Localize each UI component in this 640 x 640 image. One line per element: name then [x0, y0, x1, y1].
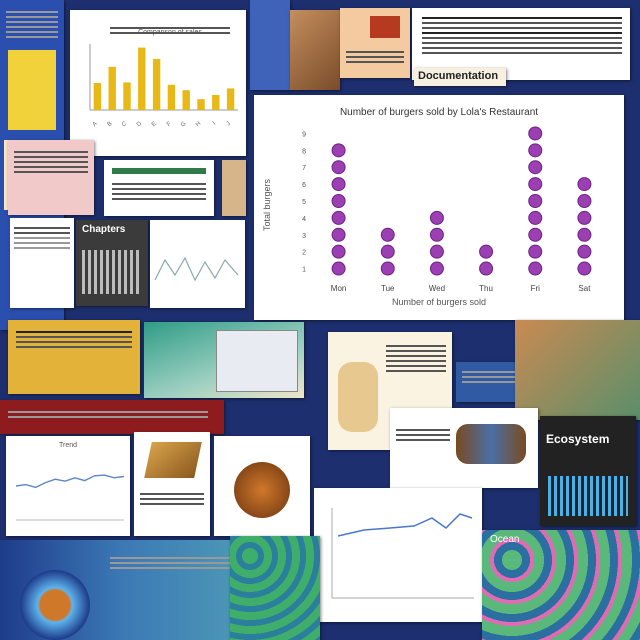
data-dot: [578, 211, 591, 224]
x-tick-label: A: [91, 120, 99, 129]
bar: [138, 48, 145, 110]
y-tick-label: 2: [302, 249, 306, 257]
data-dot: [529, 262, 542, 275]
chart-title: Trend: [58, 442, 78, 449]
green-heading-card: [104, 160, 214, 216]
dot-plot-card: [254, 95, 624, 320]
data-dot: [332, 195, 345, 208]
top-strip-panel: [250, 0, 290, 90]
x-tick-label: D: [135, 120, 144, 129]
y-tick-label: 6: [302, 182, 306, 190]
data-dot: [480, 262, 493, 275]
data-dot: [332, 245, 345, 258]
data-dot: [529, 195, 542, 208]
data-dot: [529, 178, 542, 191]
y-tick-label: 8: [302, 148, 306, 156]
trend-card: [314, 488, 482, 622]
line-chart-card: [6, 436, 130, 536]
panel-heading: Chapters: [82, 224, 126, 235]
data-dot: [430, 245, 443, 258]
dark-panel-heading: Ecosystem: [546, 432, 610, 446]
x-tick-label: J: [225, 120, 232, 128]
x-tick-label: F: [166, 120, 173, 128]
data-dot: [381, 262, 394, 275]
data-dot: [381, 245, 394, 258]
bar-chart-card: [70, 10, 246, 156]
pinecone-card: [214, 436, 310, 536]
y-tick-label: 4: [302, 215, 306, 223]
poster-heading: Documentation: [418, 70, 499, 82]
x-axis-label: Number of burgers sold: [391, 297, 487, 307]
data-dot: [381, 228, 394, 241]
bar: [227, 88, 234, 110]
roll-card: [390, 408, 538, 488]
y-axis-label: Total burgers: [262, 178, 272, 232]
bottom-right-mosaic: [482, 530, 640, 640]
y-tick-label: 5: [302, 199, 306, 206]
data-dot: [332, 178, 345, 191]
chart-title: Number of burgers sold by Lola's Restaurant: [339, 107, 539, 118]
data-dot: [578, 228, 591, 241]
text-card-top: [340, 8, 410, 78]
red-banner: [0, 400, 224, 434]
x-tick-label: H: [195, 120, 203, 129]
bar: [109, 67, 116, 110]
data-dot: [332, 144, 345, 157]
data-dot: [332, 161, 345, 174]
data-dot: [529, 211, 542, 224]
bottom-tiles: [230, 536, 320, 640]
x-tick-label: B: [106, 120, 114, 129]
y-tick-label: 7: [302, 165, 306, 173]
data-dot: [578, 178, 591, 191]
x-tick-label: Mon: [330, 284, 347, 293]
x-tick-label: Fri: [530, 284, 540, 293]
series-line: [16, 475, 124, 487]
yellow-note: [8, 50, 56, 130]
data-dot: [430, 211, 443, 224]
y-tick-label: 3: [302, 232, 306, 240]
x-tick-label: I: [211, 120, 218, 127]
x-tick-label: Tue: [381, 284, 395, 293]
block-illustration-card: [134, 432, 210, 536]
data-dot: [430, 262, 443, 275]
small-tile: [222, 160, 246, 216]
poster-heading-card: [414, 68, 506, 86]
wood-tile: [515, 320, 640, 420]
bar: [212, 95, 219, 110]
data-dot: [529, 127, 542, 140]
bar: [183, 90, 190, 110]
pink-note-card: [8, 140, 94, 215]
bar: [123, 82, 130, 110]
y-tick-label: 1: [302, 266, 306, 274]
teal-illustration: [144, 322, 304, 398]
x-tick-label: E: [150, 120, 158, 129]
data-dot: [529, 144, 542, 157]
x-tick-label: Wed: [428, 284, 446, 293]
data-dot: [529, 228, 542, 241]
x-tick-label: Thu: [479, 284, 493, 293]
data-dot: [578, 195, 591, 208]
gold-poster: [8, 320, 140, 394]
data-dot: [332, 211, 345, 224]
x-tick-label: C: [121, 120, 129, 129]
bar: [153, 59, 160, 110]
dark-panel: [76, 220, 148, 306]
data-dot: [578, 262, 591, 275]
dot-plot: [254, 95, 624, 320]
data-dot: [332, 262, 345, 275]
y-tick-label: 9: [302, 131, 306, 139]
image-tile-top: [290, 10, 340, 90]
data-dot: [529, 161, 542, 174]
bar: [94, 83, 101, 110]
data-dot: [430, 228, 443, 241]
dark-ecosystem-panel: [540, 416, 636, 526]
data-dot: [332, 228, 345, 241]
chapters-panel: [10, 218, 74, 308]
data-dot: [529, 245, 542, 258]
bar: [168, 85, 175, 110]
bar: [197, 99, 204, 110]
data-dot: [578, 245, 591, 258]
wave-chart-card: [150, 220, 245, 308]
x-tick-label: Sat: [578, 284, 591, 293]
line-chart: [6, 436, 130, 536]
collage-caption: Ocean: [490, 534, 520, 545]
data-dot: [480, 245, 493, 258]
x-tick-label: G: [180, 120, 188, 129]
